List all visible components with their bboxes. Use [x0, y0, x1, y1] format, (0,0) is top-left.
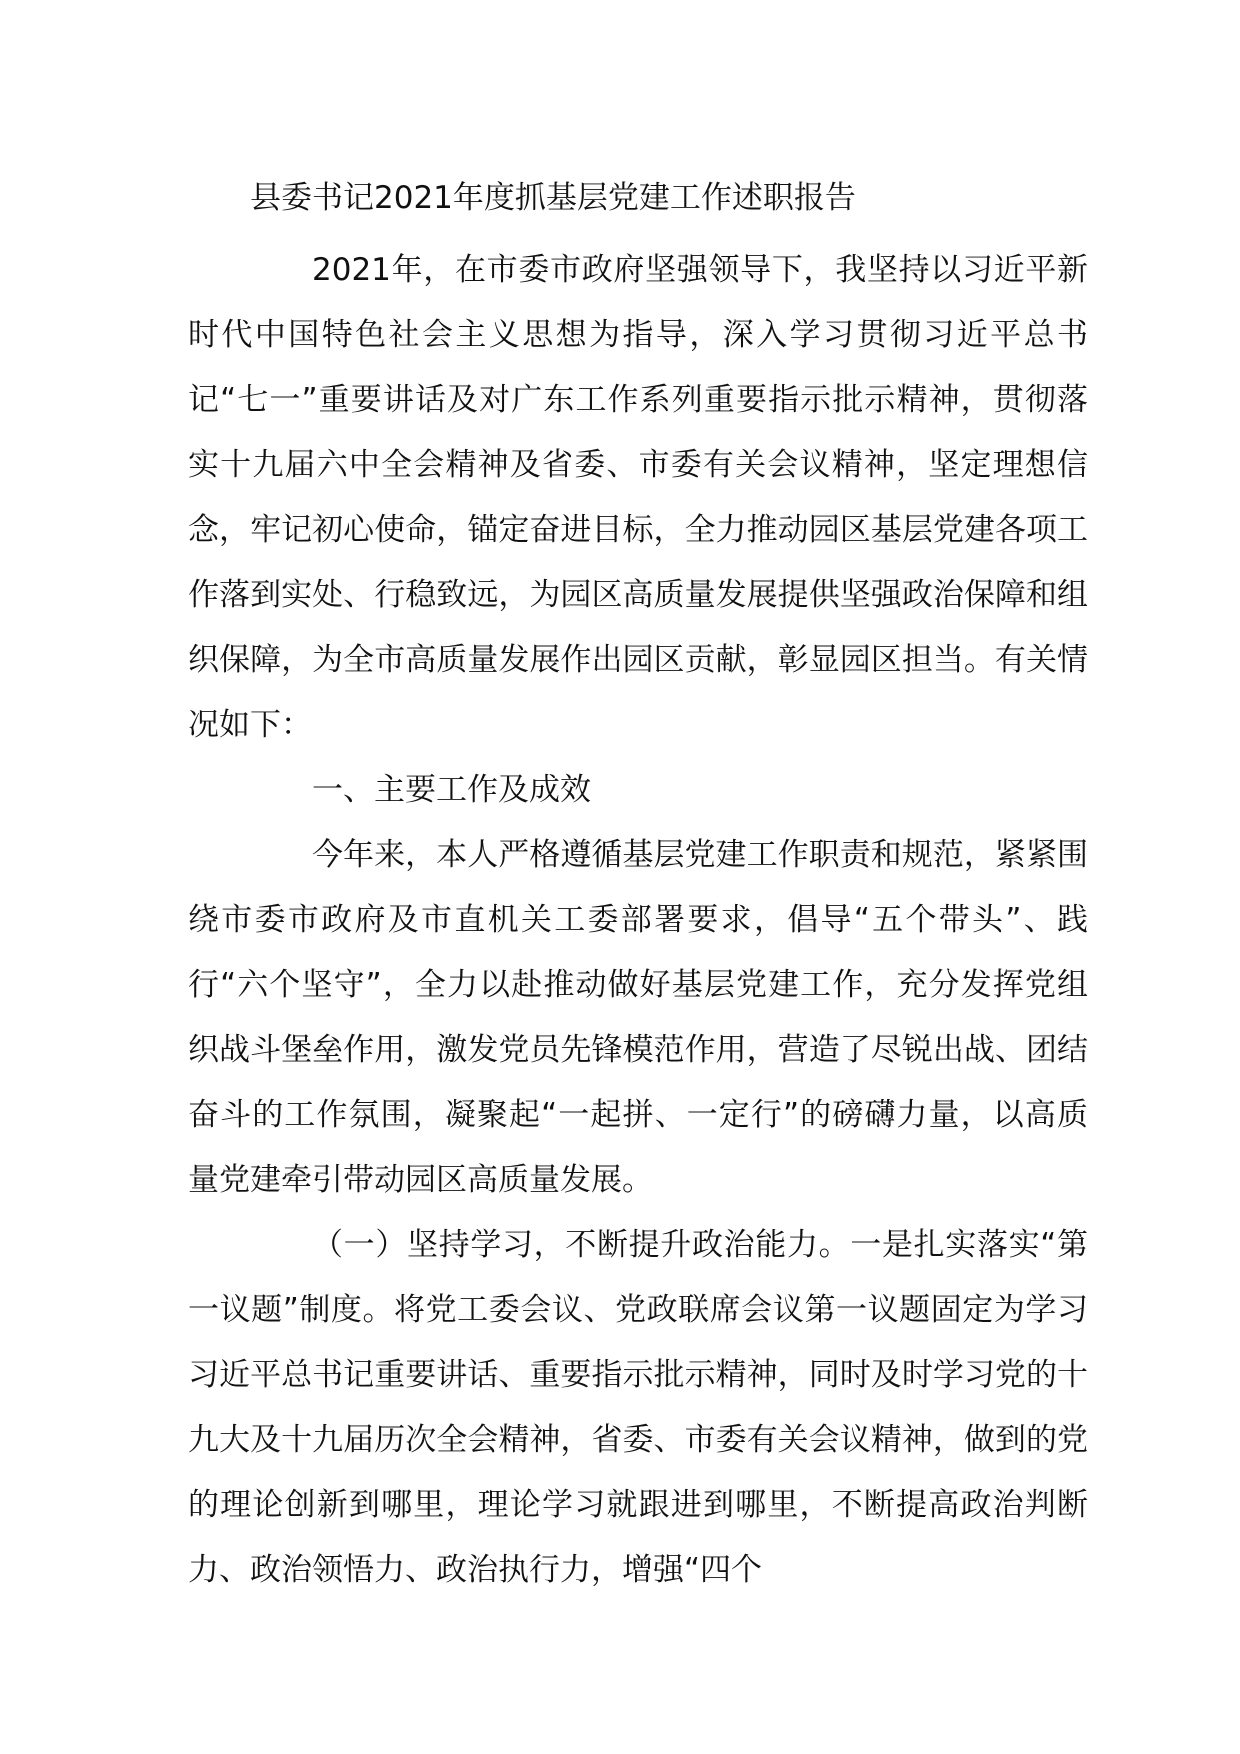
paragraph-subsection-1: （一）坚持学习，不断提升政治能力。一是扎实落实“第一议题”制度。将党工委会议、党政联席会议第一议题固定为学习习近平总书记重要讲话、重要指示批示精神，同时及时学习党的十九大及十九届历次全会精神，省委、市委有关会议精神，做到的党的理论创新到哪里，理论学习就跟进到哪里，不断提高政治判断力、政治领悟力、政治执行力，增强“四个: [188, 1227, 1088, 1588]
paragraph-section-1: 今年来，本人严格遵循基层党建工作职责和规范，紧紧围绕市委市政府及市直机关工委部署要求，倡导“五个带头”、践行“六个坚守”，全力以赴推动做好基层党建工作，充分发挥党组织战斗堡垒作用，激发党员先锋模范作用，营造了尽锐出战、团结奋斗的工作氛围，凝聚起“一起拼、一定行”的磅礴力量，以高质量党建牵引带动园区高质量发展。: [188, 837, 1088, 1198]
section-heading-1: 一、主要工作及成效: [312, 772, 591, 808]
paragraph-intro: 2021年，在市委市政府坚强领导下，我坚持以习近平新时代中国特色社会主义思想为指导，深入学习贯彻习近平总书记“七一”重要讲话及对广东工作系列重要指示批示精神，贯彻落实十九届六中全会精神及省委、市委有关会议精神，坚定理想信念，牢记初心使命，锚定奋进目标，全力推动园区基层党建各项工作落到实处、行稳致远，为园区高质量发展提供坚强政治保障和组织保障，为全市高质量发展作出园区贡献，彰显园区担当。有关情况如下：: [188, 252, 1088, 743]
document-body: [188, 238, 1088, 1603]
document-title: 县委书记2021年度抓基层党建工作述职报告: [250, 180, 856, 216]
